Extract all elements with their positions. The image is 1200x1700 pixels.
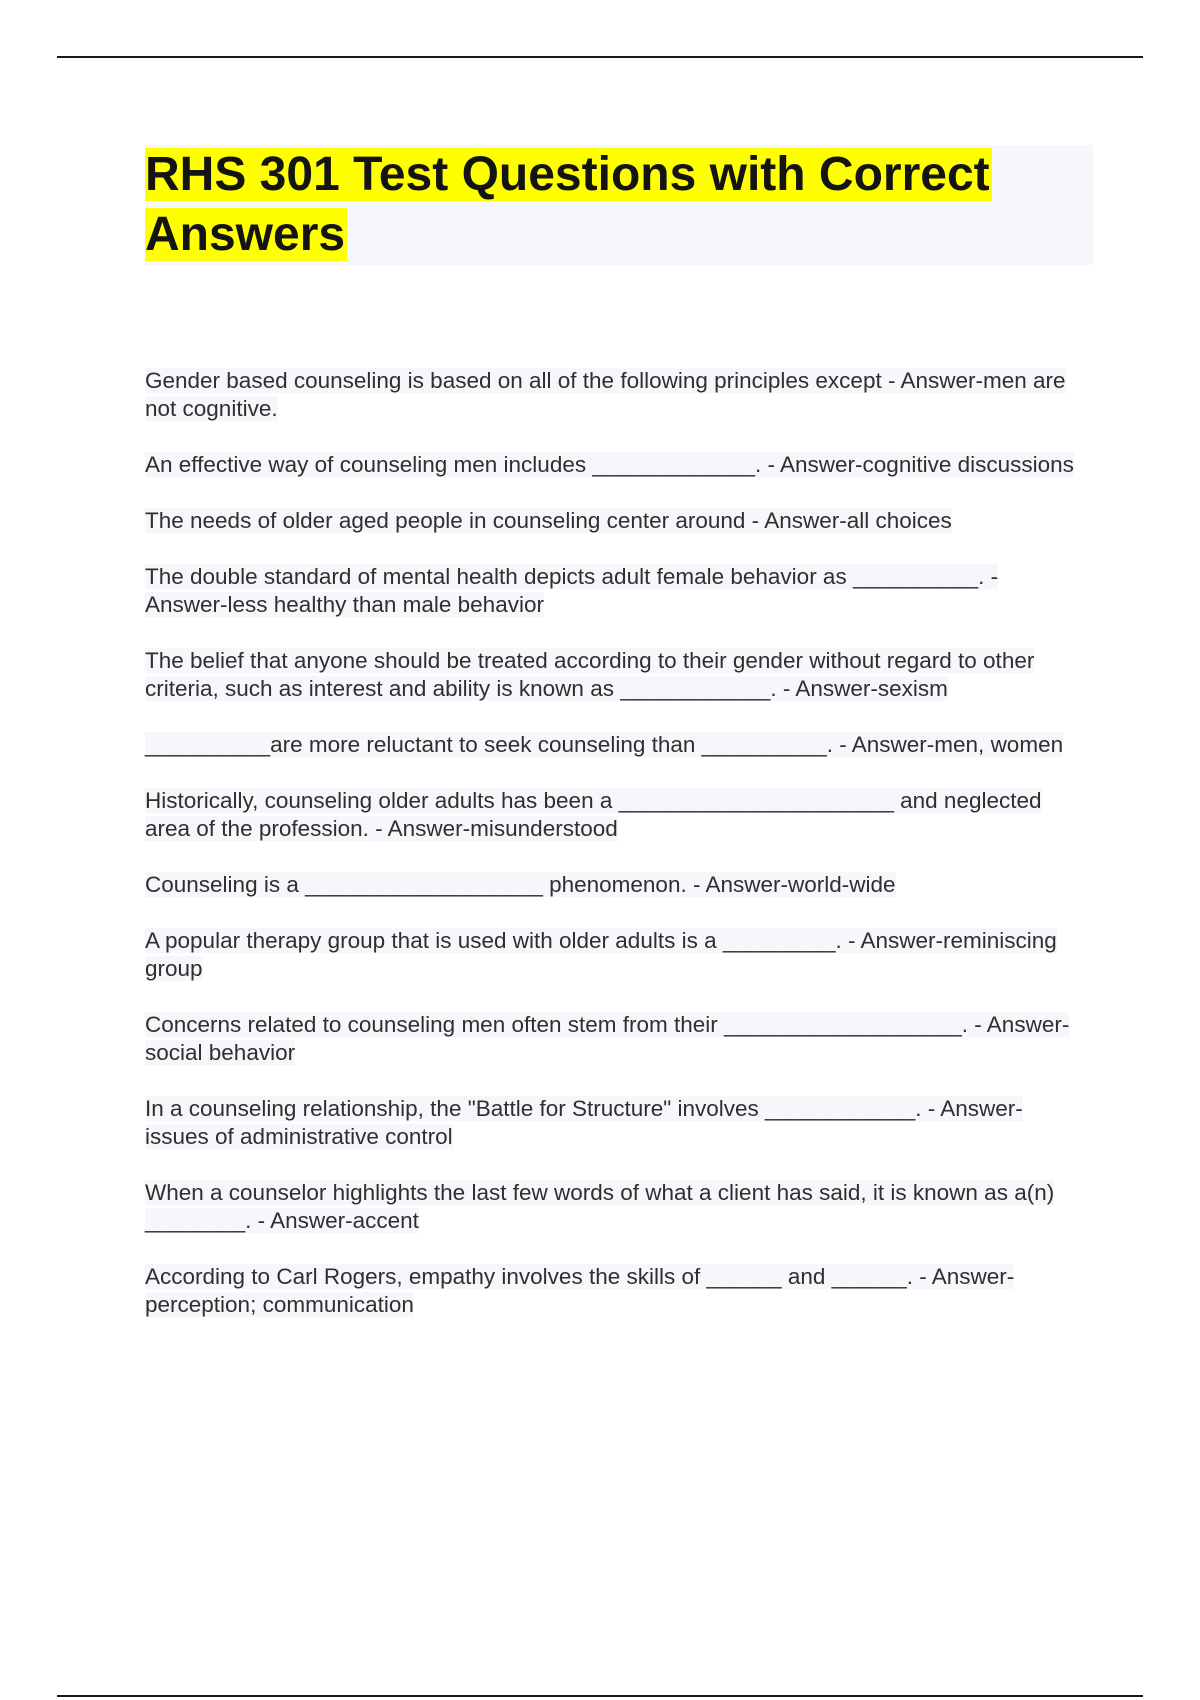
document-title-text: RHS 301 Test Questions with Correct Answers [145, 148, 990, 261]
document-title [145, 145, 1093, 265]
title-block [145, 145, 1093, 265]
question-item [145, 451, 1085, 479]
question-text: The belief that anyone should be treated according to their gender without regard to other criteria, such as interest and ability is known as ____________. - Answer-sexism [145, 648, 1035, 701]
question-text: The needs of older aged people in counseling center around - Answer-all choices [145, 508, 952, 533]
bottom-rule [57, 1695, 1143, 1697]
question-text: Concerns related to counseling men often stem from their ___________________. - Answer-social behavior [145, 1012, 1070, 1065]
question-text: Historically, counseling older adults has been a ______________________ and neglected area of the profession. - Answer-misunderstood [145, 788, 1042, 841]
question-text: The double standard of mental health depicts adult female behavior as __________. - Answer-less healthy than male behavior [145, 564, 999, 617]
question-text: When a counselor highlights the last few words of what a client has said, it is known as a(n) ________. - Answer-accent [145, 1180, 1055, 1233]
question-item [145, 1179, 1085, 1235]
question-item [145, 367, 1085, 423]
question-text: Counseling is a ___________________ phenomenon. - Answer-world-wide [145, 872, 896, 897]
question-text: __________are more reluctant to seek counseling than __________. - Answer-men, women [145, 732, 1064, 757]
question-item [145, 787, 1085, 843]
question-item [145, 1095, 1085, 1151]
question-item [145, 563, 1085, 619]
question-item [145, 871, 1085, 899]
question-item [145, 647, 1085, 703]
question-list [145, 367, 1085, 1347]
question-text: In a counseling relationship, the "Battle for Structure" involves ____________. - Answer-issues of administrative control [145, 1096, 1023, 1149]
question-text: A popular therapy group that is used with older adults is a _________. - Answer-reminiscing group [145, 928, 1057, 981]
question-item [145, 507, 1085, 535]
question-item [145, 731, 1085, 759]
question-item [145, 927, 1085, 983]
question-item [145, 1011, 1085, 1067]
question-text: An effective way of counseling men includes _____________. - Answer-cognitive discussions [145, 452, 1074, 477]
question-text: According to Carl Rogers, empathy involves the skills of ______ and ______. - Answer-perception; communication [145, 1264, 1015, 1317]
top-rule [57, 56, 1143, 58]
question-text: Gender based counseling is based on all of the following principles except - Answer-men are not cognitive. [145, 368, 1066, 421]
question-item [145, 1263, 1085, 1319]
